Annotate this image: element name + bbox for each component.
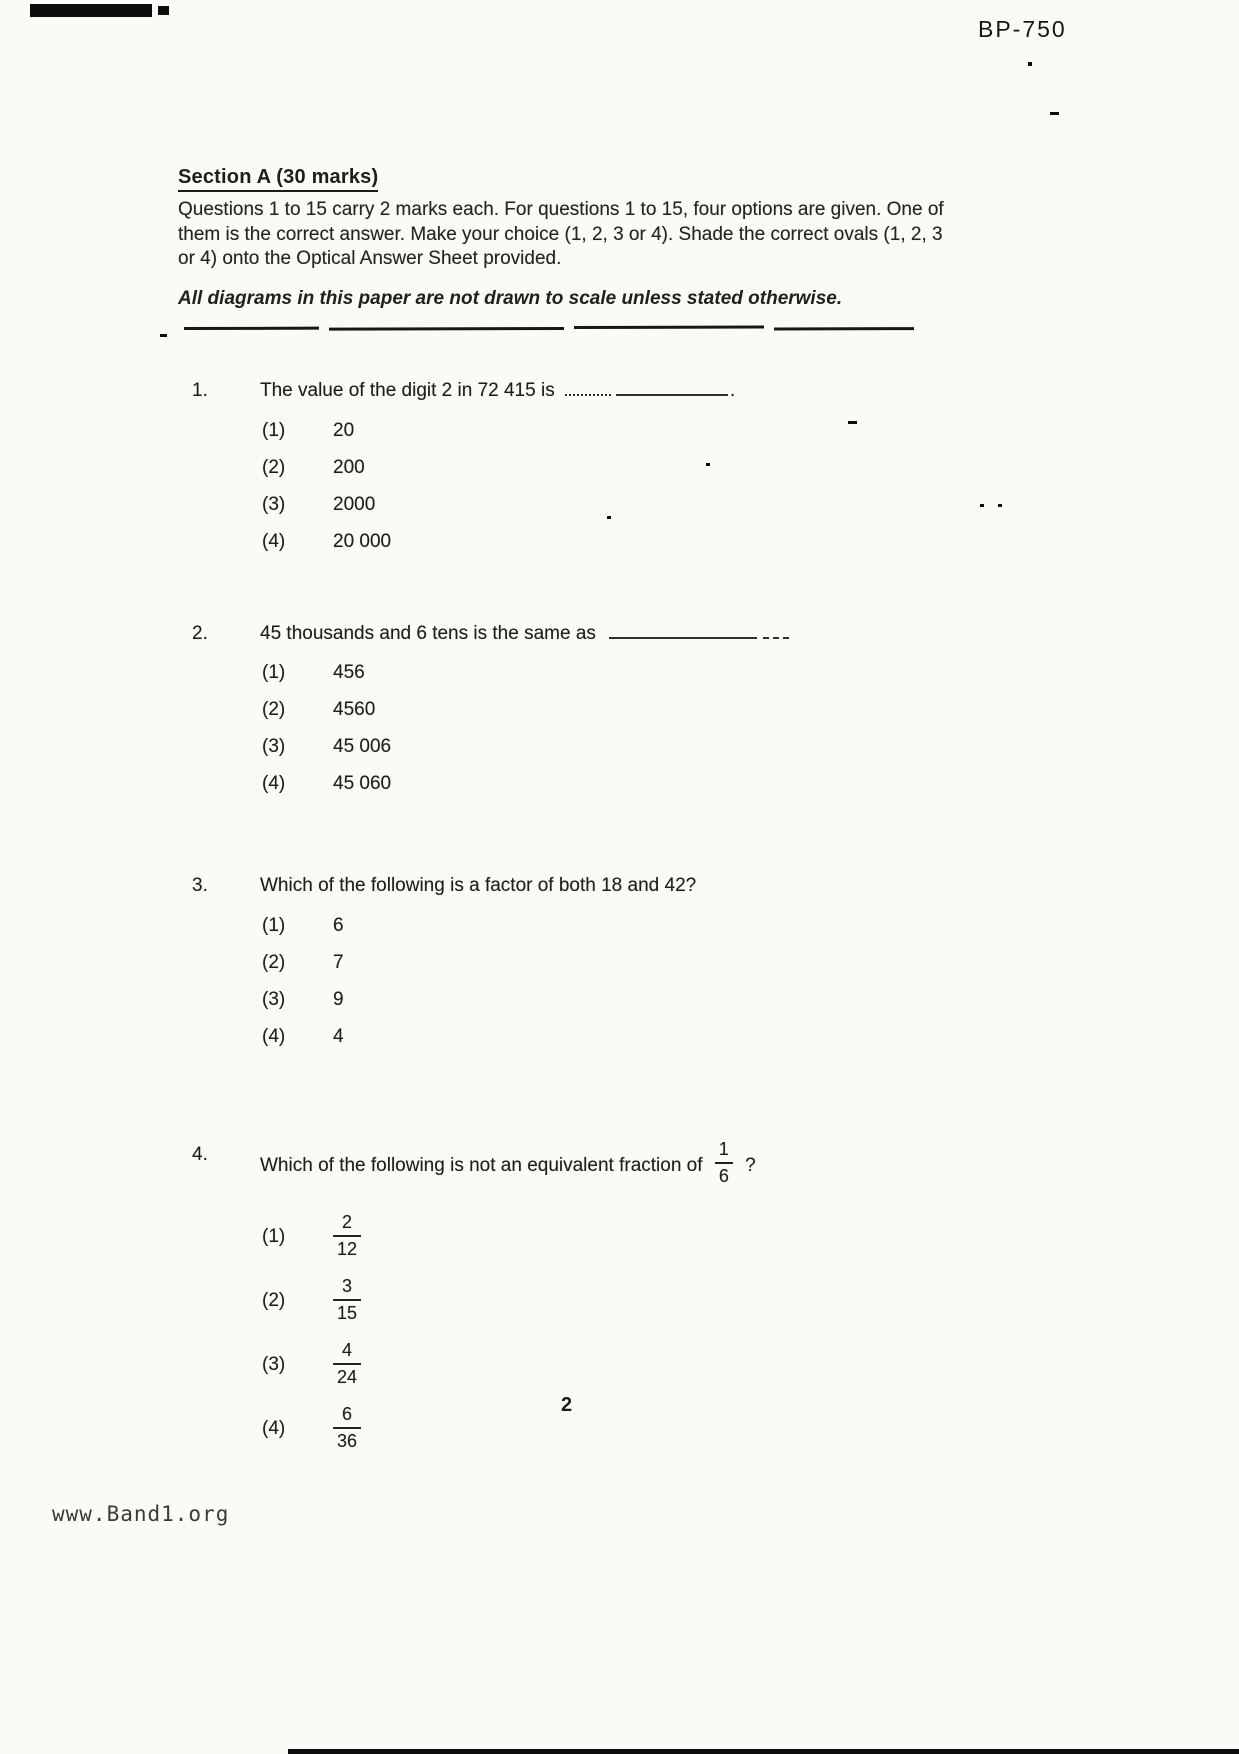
- option-row: [262, 457, 960, 494]
- option-label: (1): [262, 419, 286, 441]
- question-suffix: .: [729, 380, 736, 402]
- option-label: (2): [262, 699, 286, 721]
- option-label: (4): [262, 773, 286, 795]
- scan-artifact: [288, 1749, 1239, 1754]
- option-row: [262, 915, 960, 952]
- option-value: 4560: [333, 699, 376, 721]
- question-number: 1.: [192, 380, 208, 402]
- option-value: 20: [333, 419, 355, 441]
- option-label: (2): [262, 952, 286, 974]
- question-number: 4.: [192, 1144, 208, 1166]
- divider-line: [184, 325, 960, 332]
- fraction-denominator: 36: [333, 1427, 361, 1451]
- option-row: [262, 1205, 960, 1269]
- question-text: [260, 622, 960, 647]
- divider-segment: [774, 327, 914, 330]
- question-text: [260, 1139, 960, 1189]
- option-value: 200: [333, 456, 365, 478]
- question-fraction: [715, 1140, 733, 1186]
- fraction-numerator: 3: [342, 1275, 353, 1296]
- option-label: (1): [262, 662, 286, 684]
- option-value: 9: [333, 989, 344, 1011]
- option-value: 45 006: [333, 736, 392, 758]
- option-fraction: [333, 1213, 361, 1259]
- question-2: [178, 622, 960, 811]
- option-list: [178, 1205, 960, 1461]
- option-label: (3): [262, 989, 286, 1011]
- question-number: 3.: [192, 875, 208, 897]
- fraction-denominator: 6: [715, 1162, 733, 1186]
- option-label: (4): [262, 1026, 286, 1048]
- watermark: www.Band1.org: [52, 1502, 230, 1526]
- option-value: 20 000: [333, 530, 392, 552]
- option-row: [262, 699, 960, 736]
- option-value: [333, 1277, 361, 1325]
- page-number: 2: [561, 1394, 573, 1416]
- option-row: [262, 1026, 960, 1063]
- option-value: 2000: [333, 493, 376, 515]
- fraction-numerator: 1: [718, 1139, 729, 1160]
- scan-artifact: [998, 504, 1002, 507]
- option-fraction: [333, 1405, 361, 1451]
- option-list: [178, 915, 960, 1063]
- option-label: (4): [262, 530, 286, 552]
- option-label: (2): [262, 456, 286, 478]
- divider-segment: [329, 327, 564, 331]
- option-row: [262, 1333, 960, 1397]
- option-label: (3): [262, 493, 286, 515]
- fraction-numerator: 2: [342, 1211, 353, 1232]
- option-label: (2): [262, 1289, 286, 1311]
- question-1: [178, 379, 960, 568]
- question-3: [178, 874, 960, 1063]
- option-label: (4): [262, 1417, 286, 1439]
- option-list: [178, 420, 960, 568]
- scan-artifact: [1028, 62, 1032, 66]
- fraction-denominator: 24: [333, 1363, 361, 1387]
- scan-artifact: [160, 334, 167, 337]
- scale-note: All diagrams in this paper are not drawn to scale unless stated otherwise.: [178, 288, 843, 310]
- question-number: 2.: [192, 622, 208, 644]
- option-value: 6: [333, 915, 344, 937]
- option-value: [333, 1213, 361, 1261]
- answer-blank: [616, 392, 728, 396]
- answer-blank: [565, 392, 611, 396]
- option-row: [262, 773, 960, 810]
- question-text-main: 45 thousands and 6 tens is the same as: [260, 622, 596, 644]
- option-row: [262, 531, 960, 568]
- answer-blank: [609, 635, 757, 639]
- doc-code: BP-750: [978, 16, 1067, 42]
- option-fraction: [333, 1341, 361, 1387]
- scan-artifact: [980, 504, 984, 507]
- fraction-numerator: 6: [342, 1403, 353, 1424]
- option-value: 4: [333, 1026, 344, 1048]
- option-row: [262, 1397, 960, 1461]
- option-row: [262, 952, 960, 989]
- question-text-main: The value of the digit 2 in 72 415 is: [260, 380, 555, 402]
- option-value: 456: [333, 662, 365, 684]
- option-row: [262, 1269, 960, 1333]
- fraction-denominator: 12: [333, 1235, 361, 1259]
- option-row: [262, 420, 960, 457]
- option-fraction: [333, 1277, 361, 1323]
- option-value: 45 060: [333, 773, 392, 795]
- option-label: (1): [262, 1225, 286, 1247]
- question-suffix: ?: [745, 1155, 756, 1177]
- option-label: (1): [262, 915, 286, 937]
- question-text: [260, 379, 960, 404]
- section-title: Section A (30 marks): [178, 166, 378, 192]
- question-text-main: Which of the following is a factor of both 18 and 42?: [260, 875, 697, 897]
- option-row: [262, 989, 960, 1026]
- scan-artifact: [158, 6, 169, 15]
- scan-artifact: [1050, 112, 1059, 115]
- divider-segment: [184, 327, 319, 330]
- option-value: 7: [333, 952, 344, 974]
- scan-artifact: [30, 4, 152, 17]
- option-value: [333, 1405, 361, 1453]
- fraction-denominator: 15: [333, 1299, 361, 1323]
- option-label: (3): [262, 736, 286, 758]
- option-value: [333, 1341, 361, 1389]
- divider-segment: [574, 326, 764, 329]
- option-label: (3): [262, 1353, 286, 1375]
- option-row: [262, 662, 960, 699]
- section-instructions: Questions 1 to 15 carry 2 marks each. For questions 1 to 15, four options are given. One of them is the correct answer. Make your choice (1, 2, 3 or 4). Shade the correct ovals (1, 2, 3 or 4) onto the Optical Answer Sheet provided.: [178, 199, 944, 270]
- option-row: [262, 736, 960, 773]
- answer-blank: [763, 635, 789, 639]
- fraction-numerator: 4: [342, 1339, 353, 1360]
- option-row: [262, 494, 960, 531]
- question-text-main: Which of the following is not an equivalent fraction of: [260, 1155, 703, 1177]
- question-text: [260, 874, 960, 899]
- exam-content: [178, 166, 960, 1461]
- option-list: [178, 662, 960, 810]
